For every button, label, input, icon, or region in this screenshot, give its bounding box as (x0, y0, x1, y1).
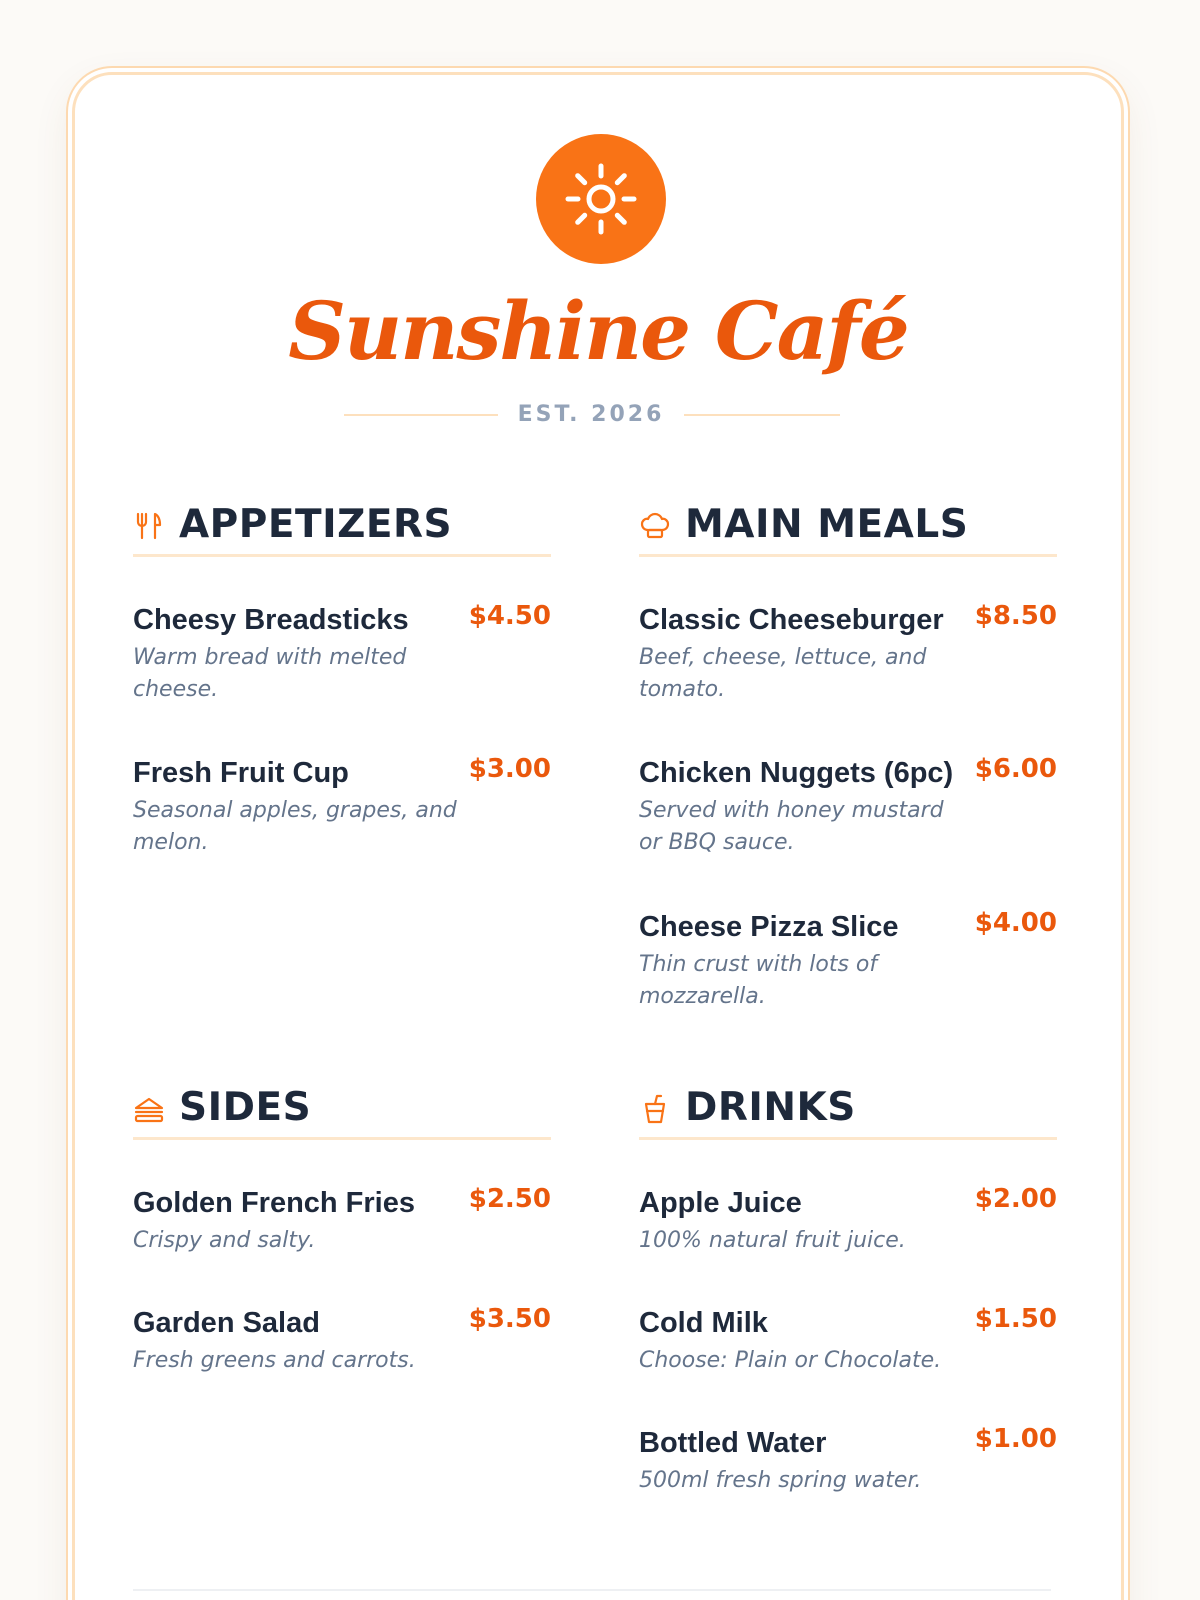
cup-icon (639, 1093, 671, 1125)
item-name: Apple Juice (639, 1187, 802, 1219)
item-price: $2.50 (468, 1184, 551, 1214)
section-appetizers (133, 500, 551, 855)
item-description: Seasonal apples, grapes, and melon. (133, 798, 457, 855)
sun-icon (536, 134, 666, 264)
menu-card (72, 72, 1124, 1600)
item-price: $6.00 (974, 754, 1057, 784)
item-name: Fresh Fruit Cup (133, 757, 349, 789)
item-price: $3.00 (468, 754, 551, 784)
chef-hat-icon (639, 510, 671, 542)
item-price: $1.50 (974, 1304, 1057, 1334)
item-description: Choose: Plain or Chocolate. (639, 1348, 942, 1373)
divider (344, 414, 498, 416)
item-price: $8.50 (974, 601, 1057, 631)
utensils-icon (133, 510, 165, 542)
item-price: $4.50 (468, 601, 551, 631)
item-description: 500ml fresh spring water. (639, 1468, 922, 1493)
section-header (639, 500, 1057, 557)
item-description: Served with honey mustard or BBQ sauce. (639, 798, 944, 855)
section-header (133, 1083, 551, 1140)
item-description: Thin crust with lots of mozzarella. (639, 952, 878, 1009)
item-name: Classic Cheeseburger (639, 604, 944, 636)
section-header (639, 1083, 1057, 1140)
item-name: Bottled Water (639, 1427, 827, 1459)
divider (684, 414, 840, 416)
item-name: Golden French Fries (133, 1187, 415, 1219)
item-description: Fresh greens and carrots. (133, 1348, 416, 1373)
section-header (133, 500, 551, 557)
section-main-meals (639, 500, 1057, 1009)
item-name: Chicken Nuggets (6pc) (639, 757, 954, 789)
section-title: APPETIZERS (179, 502, 453, 547)
item-description: 100% natural fruit juice. (639, 1228, 906, 1253)
section-title: SIDES (179, 1085, 312, 1130)
item-price: $2.00 (974, 1184, 1057, 1214)
item-price: $3.50 (468, 1304, 551, 1334)
section-title: MAIN MEALS (685, 502, 969, 547)
item-description: Beef, cheese, lettuce, and tomato. (639, 645, 927, 702)
item-price: $4.00 (974, 908, 1057, 938)
item-name: Cheese Pizza Slice (639, 911, 899, 943)
established-line (75, 400, 1121, 430)
item-price: $1.00 (974, 1424, 1057, 1454)
item-name: Garden Salad (133, 1307, 320, 1339)
item-description: Crispy and salty. (133, 1228, 316, 1253)
item-description: Warm bread with melted cheese. (133, 645, 407, 702)
established-label: EST. 2026 (517, 402, 665, 427)
section-title: DRINKS (685, 1085, 856, 1130)
cafe-title: Sunshine Café (288, 284, 908, 378)
footer-divider (133, 1589, 1051, 1591)
sandwich-icon (133, 1093, 165, 1125)
section-drinks (639, 1083, 1057, 1493)
section-sides (133, 1083, 551, 1373)
item-name: Cold Milk (639, 1307, 768, 1339)
item-name: Cheesy Breadsticks (133, 604, 409, 636)
